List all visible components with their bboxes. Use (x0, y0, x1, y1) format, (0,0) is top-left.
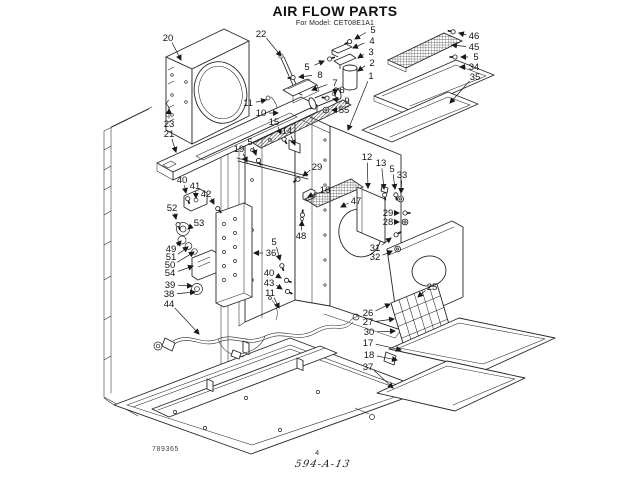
callout-leader-22 (266, 38, 281, 56)
callout-4: 4 (369, 36, 375, 48)
callout-33: 33 (396, 170, 408, 182)
switch-part-54 (192, 250, 218, 280)
callout-20: 20 (162, 33, 174, 45)
washer-icon (323, 107, 329, 113)
relay-box-part-8 (283, 79, 317, 96)
callout-18: 18 (363, 350, 375, 362)
callout-36: 36 (265, 248, 277, 260)
callout-5: 5 (389, 164, 395, 176)
callout-leader-46 (459, 33, 466, 35)
callout-2: 2 (369, 58, 375, 70)
screw-icon (448, 30, 456, 34)
callout-12: 12 (361, 152, 373, 164)
screw-icon (450, 55, 458, 59)
page-number: 4 (315, 448, 320, 457)
callout-15: 15 (268, 117, 280, 129)
callout-leader-30 (377, 331, 395, 332)
handwritten-note: 594-A-13 (293, 459, 352, 470)
callout-16: 16 (319, 185, 331, 197)
callout-40: 40 (176, 175, 188, 187)
callout-leader-5 (355, 33, 366, 40)
callout-37: 37 (362, 362, 374, 374)
callout-leader-54 (178, 266, 193, 271)
washer-icon (395, 246, 401, 252)
drain-tray-part-37 (377, 361, 525, 411)
callout-leader-45 (452, 45, 466, 47)
screw-icon (345, 40, 352, 45)
page-title: AIR FLOW PARTS (272, 3, 398, 19)
electrical-parts-cluster (177, 189, 253, 307)
callout-3: 3 (368, 47, 374, 59)
callout-43: 43 (263, 278, 275, 290)
callout-leader-39 (178, 285, 192, 286)
callout-44: 44 (163, 299, 175, 311)
callout-32: 32 (369, 252, 381, 264)
callout-19: 19 (233, 144, 245, 156)
callout-52: 52 (166, 203, 178, 215)
callout-51: 51 (165, 252, 177, 264)
callout-11: 11 (243, 98, 253, 110)
screw-icon (322, 96, 330, 100)
callout-leader-5 (315, 61, 325, 65)
callout-47: 47 (350, 196, 362, 208)
callout-leader-40 (184, 185, 186, 193)
callout-40: 40 (263, 268, 275, 280)
callout-54: 54 (164, 268, 176, 280)
callout-5: 5 (304, 62, 310, 74)
callout-26: 26 (362, 308, 374, 320)
callout-1: 1 (368, 71, 374, 83)
washer-icon (398, 196, 404, 202)
callout-22: 22 (255, 29, 267, 41)
callout-53: 53 (193, 218, 205, 230)
callout-17: 17 (362, 338, 374, 350)
callout-49: 49 (165, 244, 177, 256)
callout-28: 28 (382, 217, 394, 229)
callout-5: 5 (271, 237, 277, 249)
grommet-part-38 (192, 284, 203, 295)
callout-leader-4 (353, 43, 365, 48)
callout-leader-21 (172, 139, 176, 152)
washer-icon (402, 219, 408, 225)
callout-13: 13 (375, 158, 387, 170)
callout-34: 34 (468, 62, 480, 74)
callout-39: 39 (164, 280, 176, 292)
callout-9: 9 (344, 96, 350, 108)
callout-41: 41 (189, 181, 201, 193)
base-pan (104, 338, 427, 454)
callout-leader-38 (177, 292, 195, 294)
callout-5: 5 (247, 137, 253, 149)
callout-10: 10 (255, 108, 267, 120)
callout-6: 6 (339, 85, 345, 97)
doc-number: 789365 (152, 446, 179, 453)
callout-leader-44 (175, 308, 199, 334)
washer-part-50 (192, 249, 198, 255)
screw-icon (328, 57, 335, 61)
callout-leader-51 (178, 247, 188, 254)
callout-55: 55 (338, 105, 350, 117)
callout-48: 48 (295, 231, 307, 243)
callout-27: 27 (362, 317, 374, 329)
callout-5: 5 (370, 25, 376, 37)
callout-25: 25 (426, 282, 438, 294)
callout-29: 29 (382, 208, 394, 220)
callout-7: 7 (332, 78, 338, 90)
model-subtitle: For Model: CET08E1A1 (295, 20, 375, 27)
callout-leader-48 (302, 221, 303, 231)
callout-8: 8 (317, 70, 323, 82)
callout-29: 29 (311, 162, 323, 174)
callout-leader-50 (177, 252, 194, 262)
callout-21: 21 (163, 129, 175, 141)
callout-46: 46 (468, 31, 480, 43)
callout-50: 50 (164, 260, 176, 272)
callout-leader-42 (211, 198, 214, 204)
control-box-part-36 (216, 203, 252, 307)
callout-38: 38 (163, 289, 175, 301)
callout-45: 45 (468, 42, 480, 54)
callout-11: 11 (265, 288, 275, 300)
callout-42: 42 (200, 189, 212, 201)
callout-30: 30 (363, 327, 375, 339)
callout-leader-2 (358, 66, 365, 71)
callout-23: 23 (163, 119, 175, 131)
callout-5: 5 (473, 52, 479, 64)
screw-icon (403, 211, 411, 215)
callout-leader-3 (358, 54, 364, 58)
callout-35: 35 (469, 72, 481, 84)
callout-leader-11 (256, 100, 266, 102)
callout-14: 14 (281, 126, 293, 138)
callout-leader-8 (299, 76, 312, 78)
callout-31: 31 (369, 243, 381, 255)
diagram-header (195, 3, 475, 27)
